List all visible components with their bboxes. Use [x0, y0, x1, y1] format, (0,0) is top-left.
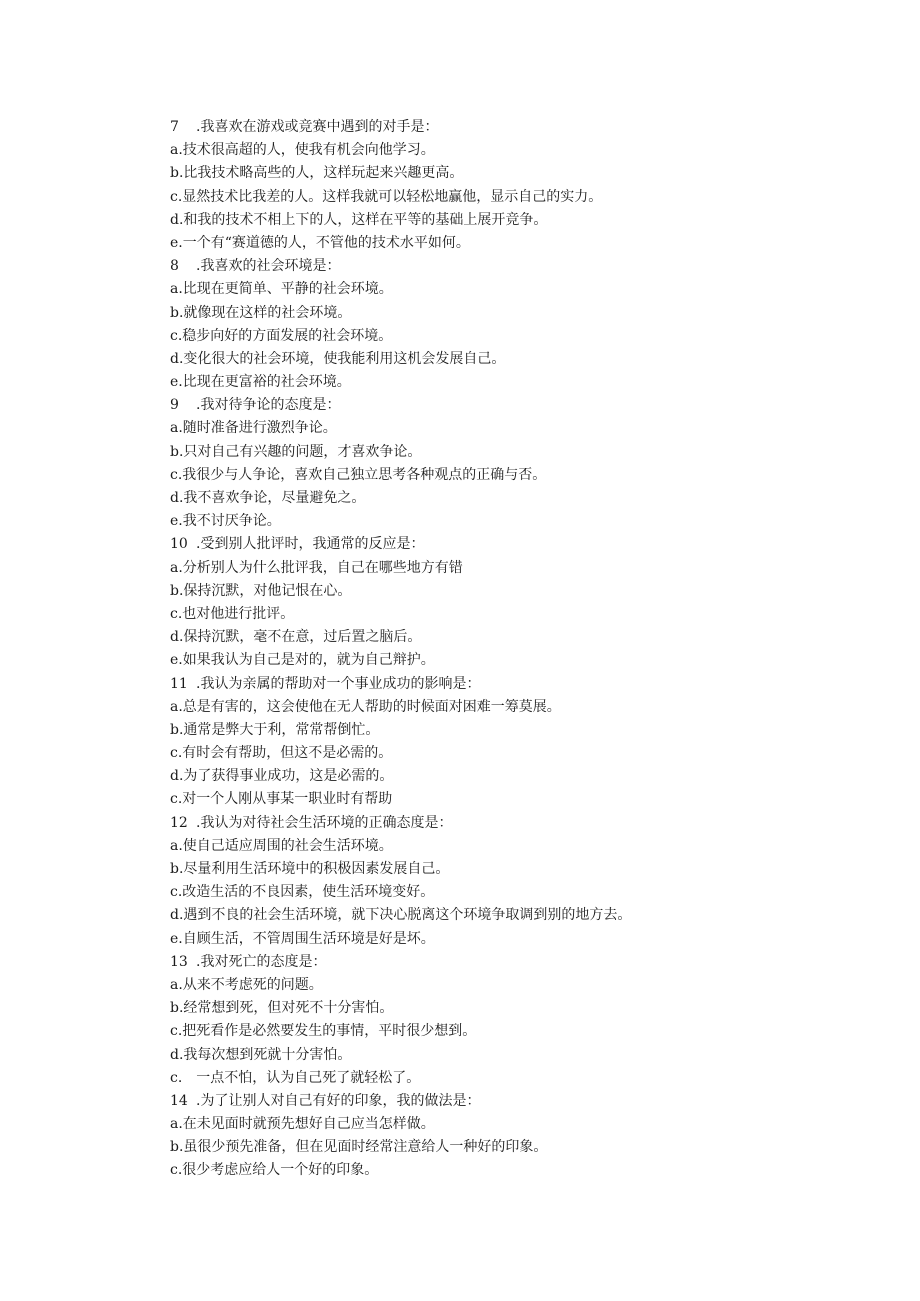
question-number: 12 [170, 814, 188, 831]
question-text: .受到别人批评时，我通常的反应是： [196, 536, 425, 553]
option-c: c.改造生活的不良因素，使生活环境变好。 [170, 884, 435, 901]
question-text: .我对死亡的态度是： [196, 953, 327, 970]
option-b: b.经常想到死，但对死不十分害怕。 [170, 1000, 394, 1017]
option-c: c.把死看作是必然要发生的事情，平时很少想到。 [170, 1023, 477, 1040]
question-number: 13 [170, 953, 188, 970]
option-e: e.自顾生活，不管周围生活环境是好是坏。 [170, 930, 435, 947]
question-stem [170, 812, 890, 835]
question-number: 7 [170, 119, 179, 135]
option-c: c.显然技术比我差的人。这样我就可以轻松地赢他，显示自己的实力。 [170, 188, 603, 205]
question-number: 8 [170, 258, 179, 275]
option-c: c.也对他进行批评。 [170, 605, 295, 622]
option-d: d.和我的技术不相上下的人，这样在平等的基础上展开竞争。 [170, 211, 548, 228]
option-d: d.遇到不良的社会生活环境，就下决心脱离这个环境争取调到别的地方去。 [170, 907, 632, 924]
question-stem [170, 394, 890, 417]
option-c: c.我很少与人争论，喜欢自己独立思考各种观点的正确与否。 [170, 466, 547, 483]
option-b: b.通常是弊大于利，常常帮倒忙。 [170, 721, 380, 738]
question-number: 11 [170, 675, 188, 692]
question-text: .我对待争论的态度是： [196, 397, 341, 414]
question-9 [170, 394, 890, 533]
question-text: .我认为亲属的帮助对一个事业成功的影响是： [196, 675, 481, 692]
option-b: b.比我技术略高些的人，这样玩起来兴趣更高。 [170, 165, 464, 182]
option-e: e.我不讨厌争论。 [170, 513, 281, 530]
question-10 [170, 533, 890, 672]
option-c: c.很少考虑应给人一个好的印象。 [170, 1162, 379, 1179]
question-13 [170, 951, 890, 1090]
question-stem [170, 673, 890, 696]
question-number: 14 [170, 1092, 188, 1109]
option-d: d.保持沉默，毫不在意，过后置之脑后。 [170, 629, 422, 646]
option-c: c.有时会有帮助，但这不是必需的。 [170, 745, 393, 762]
questionnaire-document [170, 116, 890, 1183]
option-e: e.比现在更富裕的社会环境。 [170, 374, 351, 391]
question-14 [170, 1090, 890, 1183]
question-stem [170, 116, 890, 139]
option-e: c.对一个人刚从事某一职业时有帮助 [170, 791, 393, 808]
option-b: b.尽量利用生活环境中的积极因素发展自己。 [170, 861, 450, 877]
option-d: d.我不喜欢争论，尽量避免之。 [170, 490, 366, 506]
option-b: b.就像现在这样的社会环境。 [170, 304, 352, 321]
option-d: d.为了获得事业成功，这是必需的。 [170, 768, 394, 785]
option-d: d.变化很大的社会环境，使我能利用这机会发展自己。 [170, 350, 506, 367]
option-b: b.虽很少预先准备，但在见面时经常注意给人一种好的印象。 [170, 1139, 548, 1156]
option-e: c. 一点不怕，认为自己死了就轻松了。 [170, 1069, 421, 1086]
option-a: a.比现在更简单、平静的社会环境。 [170, 281, 393, 298]
question-stem [170, 951, 890, 974]
option-a: a.使自己适应周围的社会生活环境。 [170, 837, 393, 854]
option-a: a.随时准备进行激烈争论。 [170, 420, 337, 437]
question-stem [170, 255, 890, 278]
question-11 [170, 673, 890, 812]
question-stem [170, 533, 890, 556]
option-b: b.只对自己有兴趣的问题，才喜欢争论。 [170, 443, 422, 460]
option-c: c.稳步向好的方面发展的社会环境。 [170, 327, 393, 344]
question-text: .我认为对待社会生活环境的正确态度是： [196, 814, 453, 831]
question-8 [170, 255, 890, 394]
question-number: 10 [170, 536, 188, 553]
option-a: a.总是有害的，这会使他在无人帮助的时候面对困难一筹莫展。 [170, 698, 561, 715]
option-a: a.在未见面时就预先想好自己应当怎样做。 [170, 1116, 435, 1133]
option-a: a.技术很高超的人，使我有机会向他学习。 [170, 142, 435, 159]
question-stem [170, 1090, 890, 1113]
question-text: .我喜欢的社会环境是： [196, 258, 341, 275]
question-12 [170, 812, 890, 951]
option-d: d.我每次想到死就十分害怕。 [170, 1046, 352, 1063]
question-number: 9 [170, 397, 179, 414]
option-e: e.如果我认为自己是对的，就为自己辩护。 [170, 652, 435, 669]
option-e: e.一个有“赛道德的人，不管他的技术水平如何。 [170, 234, 470, 251]
question-7 [170, 116, 890, 255]
question-text: .我喜欢在游戏或竞赛中遇到的对手是： [196, 119, 439, 135]
option-b: b.保持沉默，对他记恨在心。 [170, 582, 352, 599]
option-a: a.分析别人为什么批评我，自己在哪些地方有错 [170, 559, 463, 576]
question-text: .为了让别人对自己有好的印象，我的做法是： [196, 1092, 481, 1109]
option-a: a.从来不考虑死的问题。 [170, 976, 323, 993]
